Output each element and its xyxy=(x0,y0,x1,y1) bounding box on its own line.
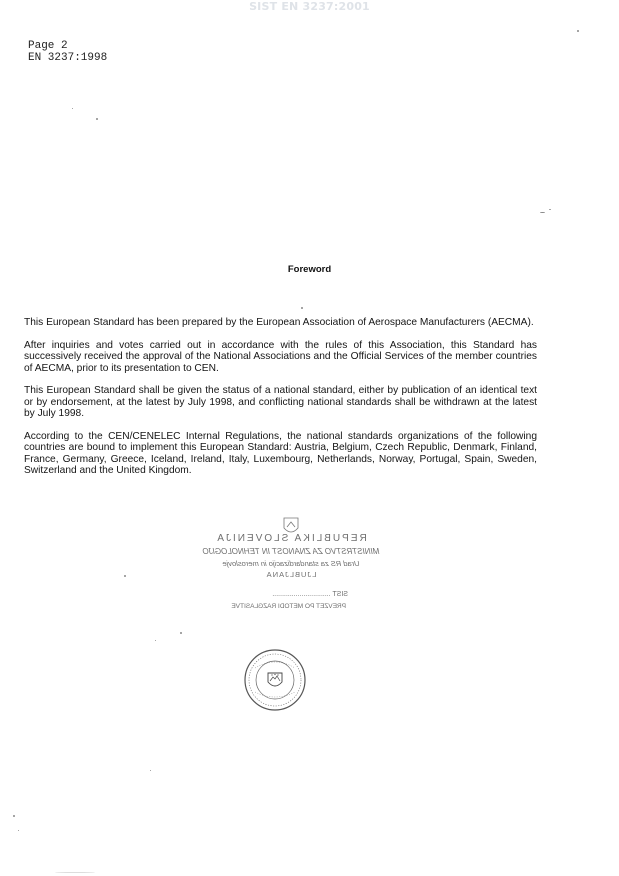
foreword-paragraph-2: After inquiries and votes carried out in accordance with the rules of this Association, this Standard has successively received the approval of the National Associations and the Official Services of the member countries of AECMA, prior to its presentation to CEN. xyxy=(24,339,537,374)
foreword-heading: Foreword xyxy=(287,264,332,275)
scan-speck xyxy=(96,118,98,120)
stamp-line-3: Urad RS za standardizacijo in meroslovje xyxy=(222,559,360,568)
document-watermark: SIST EN 3237:2001 xyxy=(249,0,370,13)
mirrored-office-stamp xyxy=(196,512,386,616)
stamp-line-1: REPUBLIKA SLOVENIJA xyxy=(215,533,367,544)
scan-speck xyxy=(549,209,551,210)
scan-speck xyxy=(155,640,156,641)
scan-speck xyxy=(301,307,303,309)
scan-speck xyxy=(124,575,126,577)
foreword-paragraph-1: This European Standard has been prepared by the European Association of Aerospace Manufacturers (AECMA). xyxy=(24,317,534,328)
foreword-paragraph-3: This European Standard shall be given the status of a national standard, either by publication of an identical text or by endorsement, at the latest by July 1998, and conflicting national standards shall be withdrawn at the latest by July 1998. xyxy=(24,385,537,419)
stamp-line-5: SIST .............................. xyxy=(272,591,348,598)
scan-speck xyxy=(18,830,19,831)
scan-speck xyxy=(180,632,182,634)
coat-of-arms-icon xyxy=(268,673,282,686)
scan-speck xyxy=(540,212,545,213)
foreword-body xyxy=(24,317,537,488)
page-reference xyxy=(28,40,107,64)
scan-speck xyxy=(72,108,73,109)
scan-speck xyxy=(577,30,579,32)
stamp-line-6: PREVZET PO METODI RAZGLASITVE xyxy=(231,603,346,610)
official-round-seal xyxy=(241,648,309,712)
page-number: Page 2 xyxy=(28,40,68,52)
document-id: EN 3237:1998 xyxy=(28,52,108,64)
stamp-line-2: MINISTRSTVO ZA ZNANOST IN TEHNOLOGIJO xyxy=(202,547,380,556)
stamp-line-4: LJUBLJANA xyxy=(265,570,317,579)
foreword-paragraph-4: According to the CEN/CENELEC Internal Regulations, the national standards organizations of the following countries are bound to implement this European Standard: Austria, Belgium, Czech Republic, Denmark, Finland, France, Germany, Greece, Iceland, Ireland, Italy, Luxembourg, Netherlands, Norway, Portugal, Spain, Sweden, Switzerland and the United Kingdom. xyxy=(24,430,537,476)
scan-speck xyxy=(13,815,15,817)
scan-speck xyxy=(55,872,95,873)
scan-speck xyxy=(150,770,151,771)
